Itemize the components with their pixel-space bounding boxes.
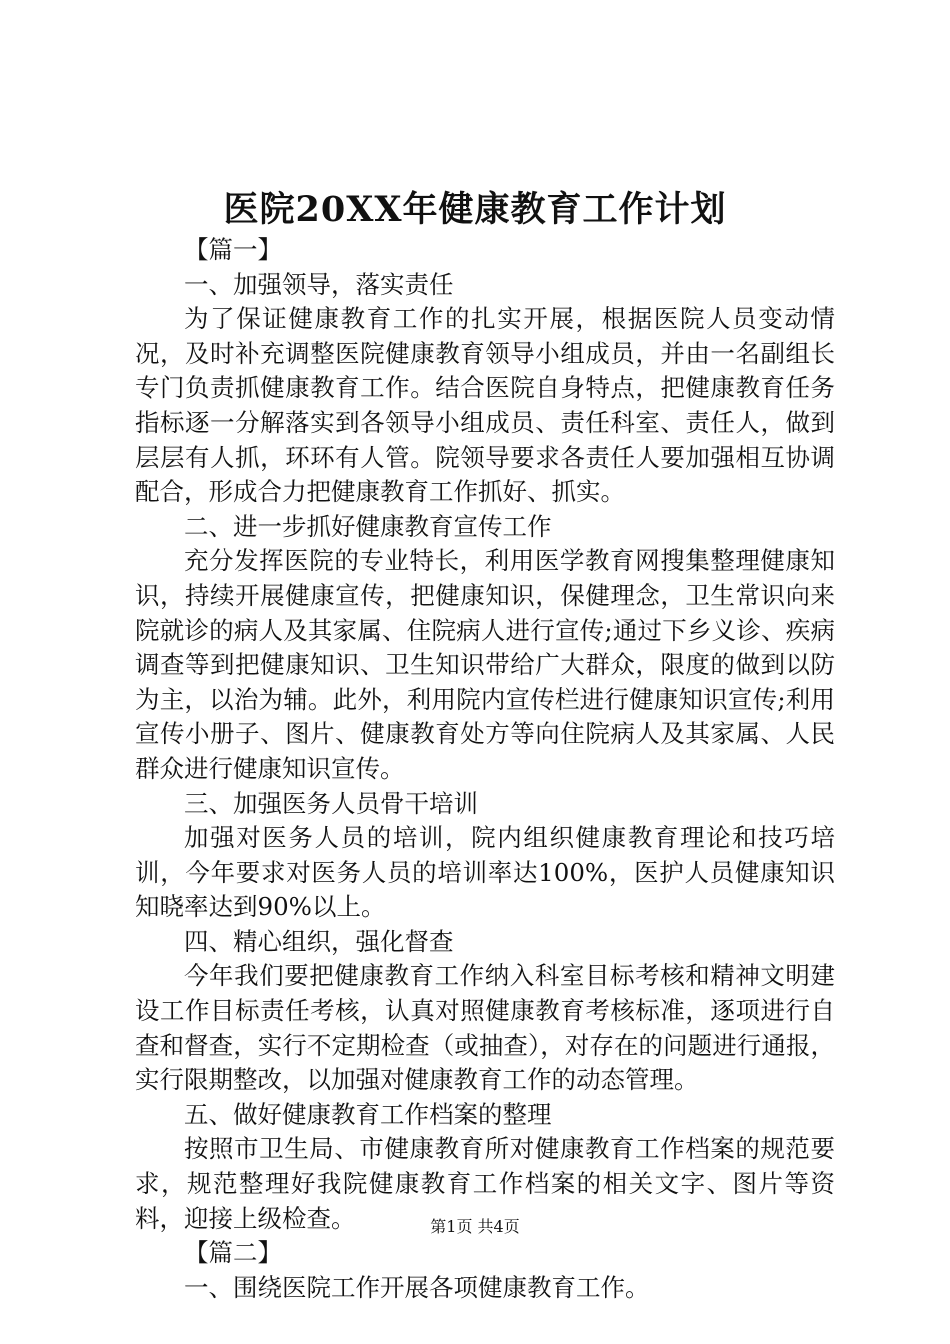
section-heading: 二、进一步抓好健康教育宣传工作 [184,511,552,541]
body-paragraph: 为了保证健康教育工作的扎实开展，根据医院人员变动情况，及时补充调整医院健康教育领导小组成员，并由一名副组长专门负责抓健康教育工作。结合医院自身特点，把健康教育任务指标逐一分解落实到各领导小组成员、责任科室、责任人，做到层层有人抓，环环有人管。院领导要求各责任人要加强相互协调配合，形成合力把健康教育工作抓好、抓实。 [135,304,835,507]
body-paragraph: 按照市卫生局、市健康教育所对健康教育工作档案的规范要求，规范整理好我院健康教育工作档案的相关文字、图片等资料，迎接上级检查。 [135,1134,835,1233]
section-heading: 三、加强医务人员骨干培训 [184,788,478,818]
section-heading: 一、围绕医院工作开展各项健康教育工作。 [184,1272,650,1302]
section-heading: 四、精心组织，强化督查 [184,926,454,956]
section-label: 【篇一】 [184,235,282,264]
document-title: 医院20XX年健康教育工作计划 [223,189,727,230]
section-label: 【篇二】 [184,1238,282,1268]
section-heading: 五、做好健康教育工作档案的整理 [184,1099,552,1129]
body-paragraph: 加强对医务人员的培训，院内组织健康教育理论和技巧培训，今年要求对医务人员的培训率达100%，医护人员健康知识知晓率达到90%以上。 [135,823,835,922]
document-body [135,233,835,1305]
body-paragraph: 充分发挥医院的专业特长，利用医学教育网搜集整理健康知识，持续开展健康宣传，把健康知识，保健理念，卫生常识向来院就诊的病人及其家属、住院病人进行宣传;通过下乡义诊、疾病调查等到把健康知识、卫生知识带给广大群众，限度的做到以防为主，以治为辅。此外，利用院内宣传栏进行健康知识宣传;利用宣传小册子、图片、健康教育处方等向住院病人及其家属、人民群众进行健康知识宣传。 [135,546,835,783]
section-heading: 一、加强领导，落实责任 [184,269,454,299]
body-paragraph: 今年我们要把健康教育工作纳入科室目标考核和精神文明建设工作目标责任考核，认真对照健康教育考核标准，逐项进行自查和督查，实行不定期检查（或抽查），对存在的问题进行通报，实行限期整改，以加强对健康教育工作的动态管理。 [135,961,835,1095]
page-footer: 第1页 共4页 [430,1217,520,1236]
